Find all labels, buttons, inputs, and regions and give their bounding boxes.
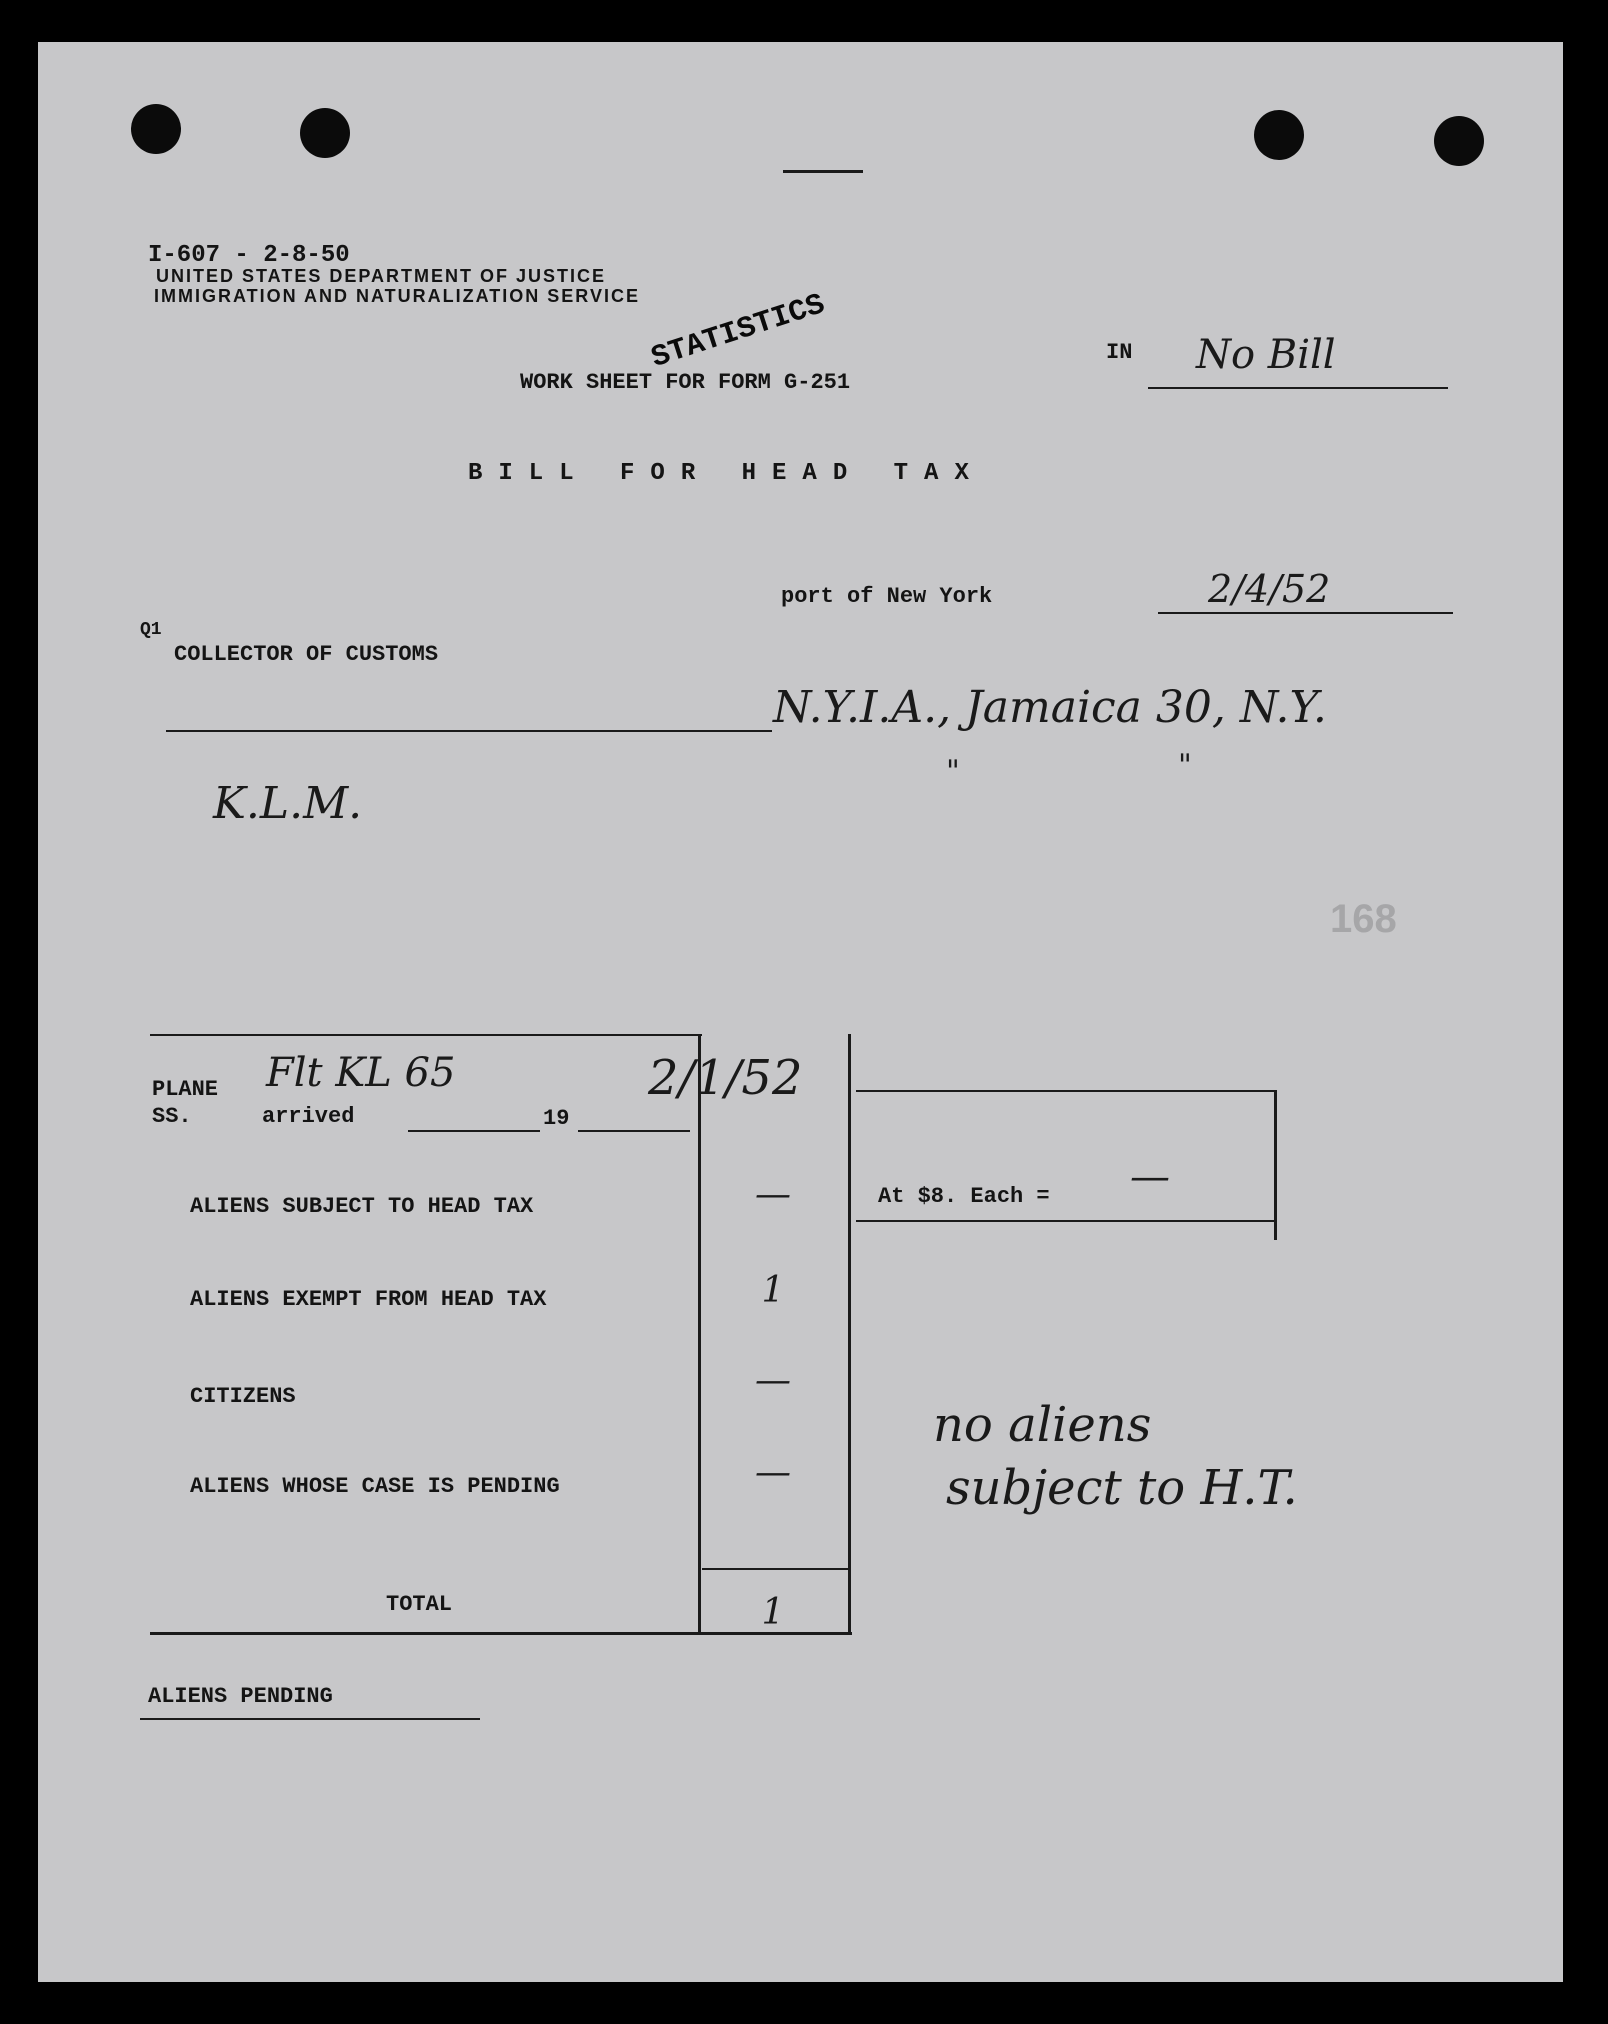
punch-hole [1254, 110, 1304, 160]
total-line [702, 1568, 850, 1570]
row-value-pending: — [755, 1452, 791, 1493]
rate-box-top [856, 1090, 1276, 1092]
addressee-prefix: Q1 [140, 620, 162, 640]
in-label: IN [1106, 340, 1133, 365]
date-underline [1158, 612, 1453, 614]
in-underline [1148, 387, 1448, 389]
note-line-2: subject to H.T. [946, 1460, 1298, 1516]
arrived-underline [408, 1130, 540, 1132]
top-mark [783, 170, 863, 173]
aliens-pending-label: ALIENS PENDING [148, 1684, 333, 1709]
department-line-1: UNITED STATES DEPARTMENT OF JUSTICE [156, 266, 607, 286]
punch-hole [1434, 116, 1484, 166]
year-prefix: 19 [543, 1106, 570, 1131]
table-column-divider-left [698, 1034, 701, 1632]
year-underline [578, 1130, 690, 1132]
row-label-exempt: ALIENS EXEMPT FROM HEAD TAX [190, 1287, 547, 1312]
form-code: I-607 - 2-8-50 [148, 242, 350, 269]
ditto-mark-1: " [946, 754, 960, 789]
total-value: 1 [761, 1592, 785, 1633]
plane-label: PLANE [152, 1077, 219, 1102]
total-label: TOTAL [386, 1592, 453, 1617]
rate-value: — [1130, 1154, 1170, 1200]
worksheet-title: WORK SHEET FOR FORM G-251 [520, 370, 851, 395]
address-handwritten: N.Y.I.A., Jamaica 30, N.Y. [773, 682, 1327, 733]
rate-box-bottom [856, 1220, 1274, 1222]
punch-hole [131, 104, 181, 154]
note-line-1: no aliens [933, 1397, 1152, 1453]
row-value-exempt: 1 [761, 1270, 785, 1311]
port-date-handwritten: 2/4/52 [1208, 567, 1331, 611]
statistics-stamp: STATISTICS [647, 288, 830, 376]
row-value-subject-to-tax: — [755, 1174, 791, 1215]
aliens-pending-underline [140, 1718, 480, 1720]
punch-hole [300, 108, 350, 158]
arrival-date-handwritten: 2/1/52 [648, 1050, 803, 1106]
table-top-border [150, 1034, 702, 1036]
row-label-pending: ALIENS WHOSE CASE IS PENDING [190, 1474, 560, 1499]
in-value-handwritten: No Bill [1196, 332, 1336, 378]
ss-label: SS. [152, 1104, 192, 1129]
row-value-citizens: — [755, 1360, 791, 1401]
bill-title: BILL FOR HEAD TAX [468, 460, 985, 487]
ditto-mark-2: " [1178, 748, 1192, 783]
addressee-underline [166, 730, 772, 732]
department-line-2: IMMIGRATION AND NATURALIZATION SERVICE [154, 286, 640, 306]
rate-label: At $8. Each = [878, 1184, 1050, 1209]
table-column-divider-right [848, 1034, 851, 1632]
document-page [38, 42, 1563, 1982]
rate-box-right [1274, 1090, 1277, 1240]
stamped-number: 168 [1330, 897, 1397, 941]
carrier-handwritten: K.L.M. [213, 778, 363, 829]
collector-label: COLLECTOR OF CUSTOMS [174, 642, 439, 667]
arrived-label: arrived [262, 1104, 355, 1129]
row-label-citizens: CITIZENS [190, 1384, 296, 1409]
flight-handwritten: Flt KL 65 [266, 1050, 456, 1096]
port-label: port of New York [781, 584, 993, 609]
row-label-subject-to-tax: ALIENS SUBJECT TO HEAD TAX [190, 1194, 534, 1219]
